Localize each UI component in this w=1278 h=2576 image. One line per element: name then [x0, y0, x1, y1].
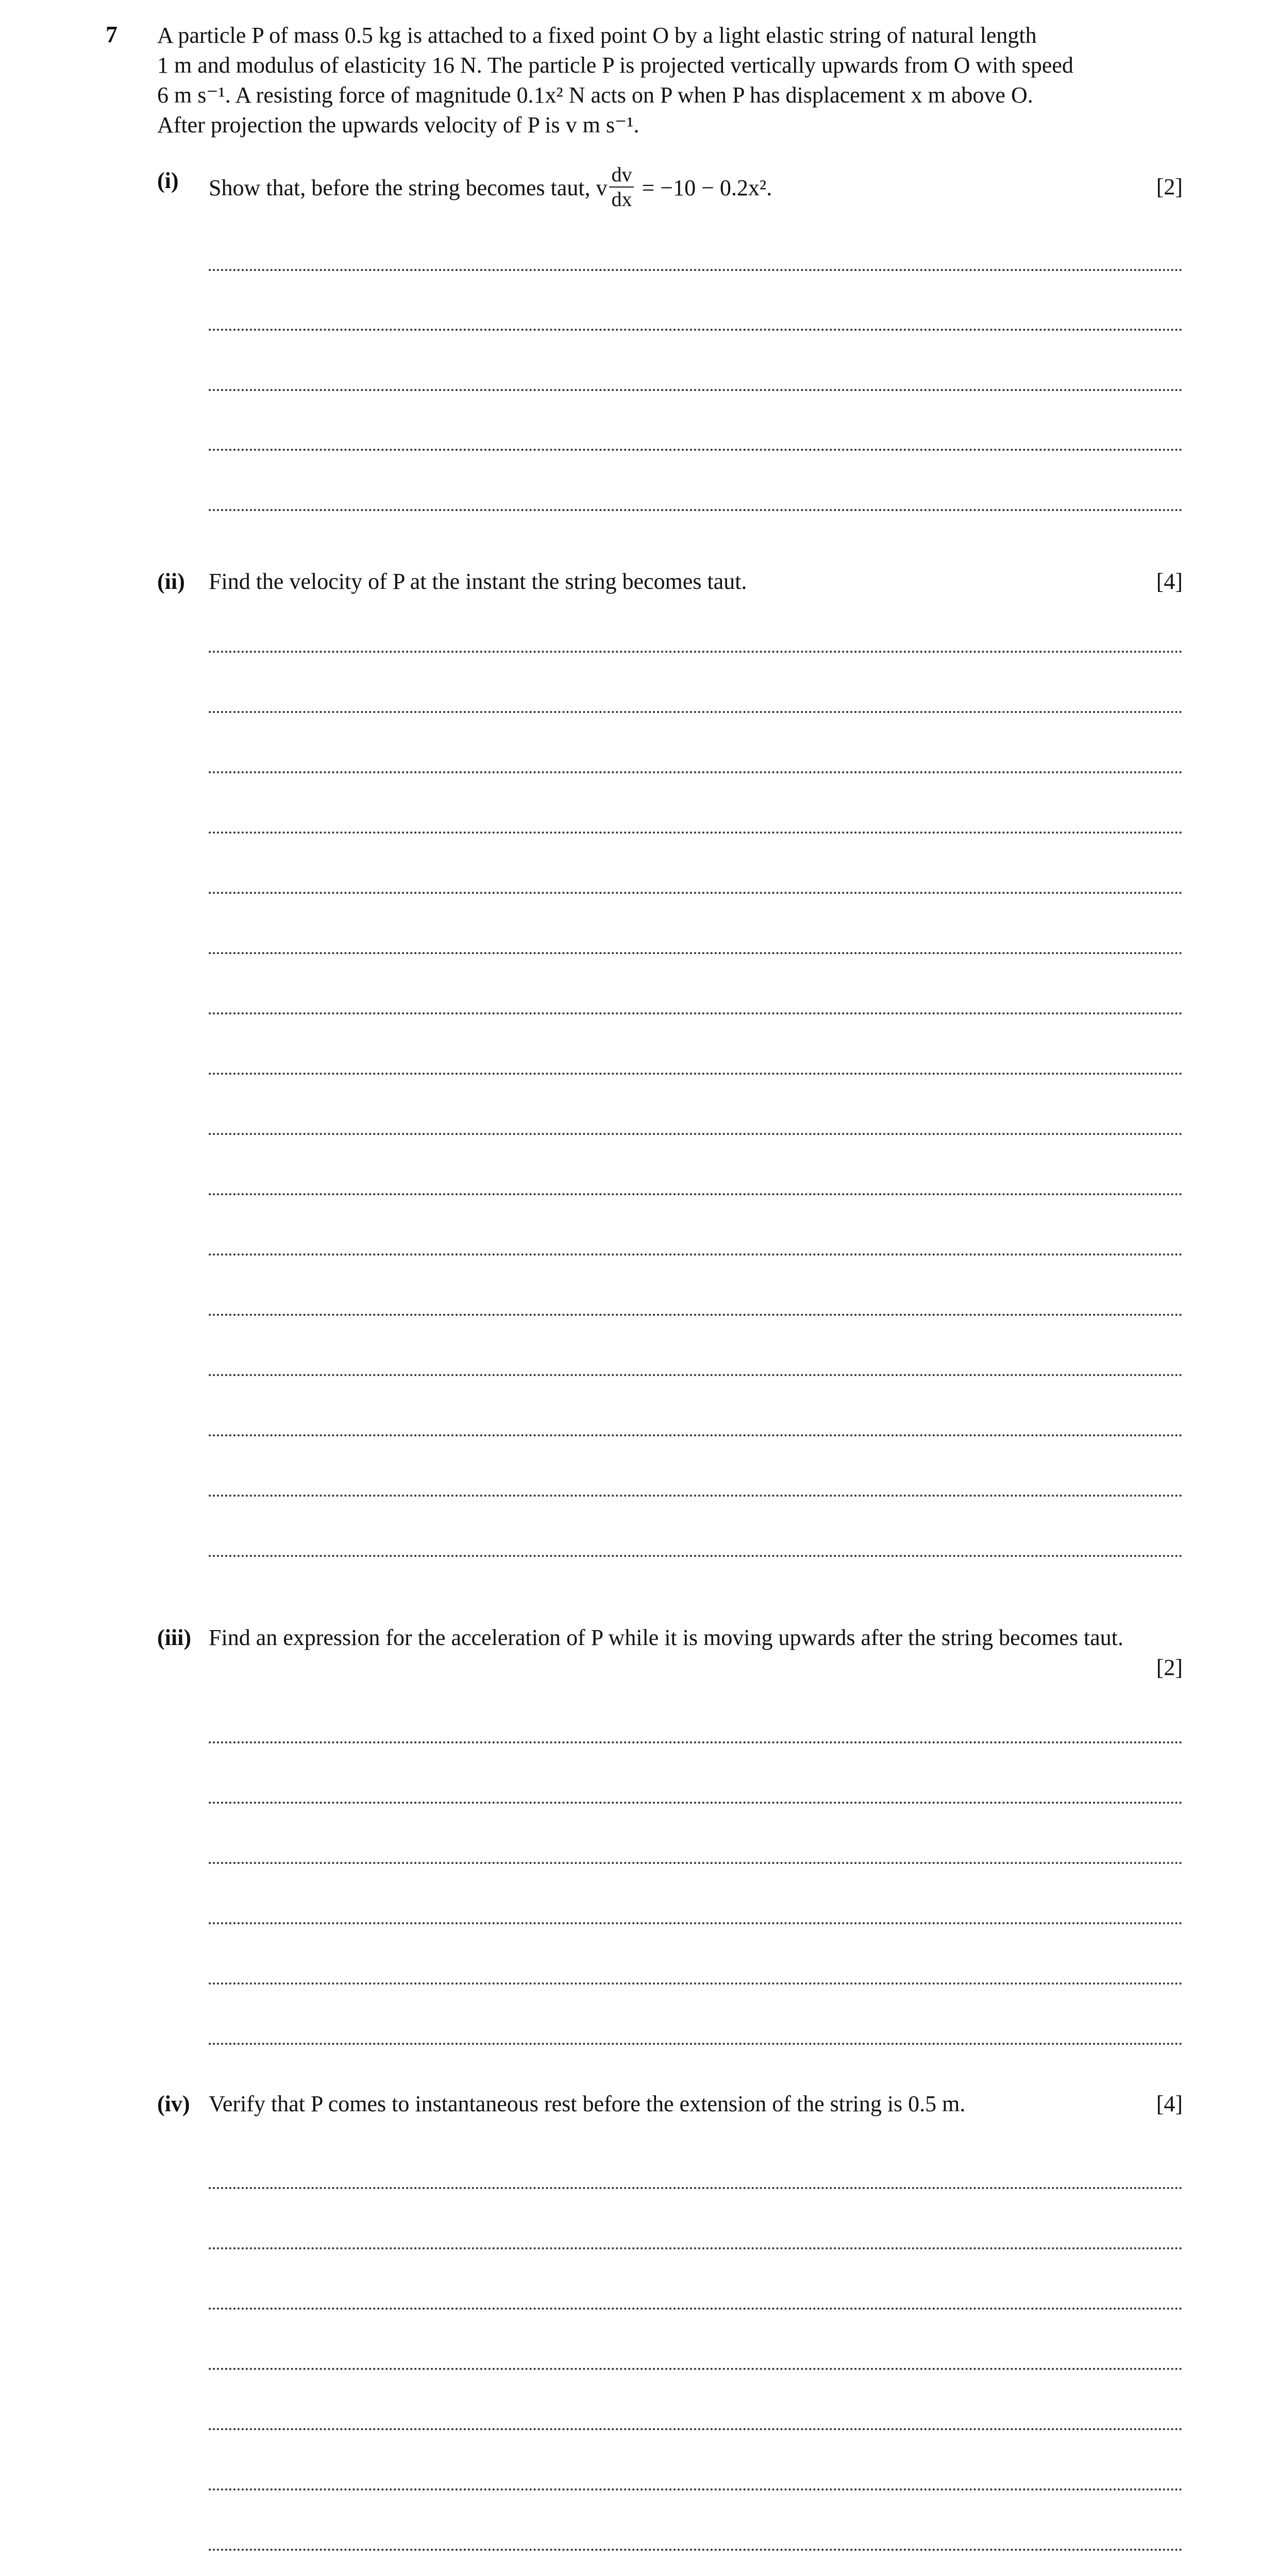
stem-line: A particle P of mass 0.5 kg is attached to a fixed point O by a light elastic string of natural length [157, 23, 1037, 48]
answer-line[interactable] [209, 952, 1183, 954]
answer-line[interactable] [209, 329, 1183, 331]
stem-line: 1 m and modulus of elasticity 16 N. The particle P is projected vertically upwards from O with speed [157, 53, 1073, 78]
part-text-after: = −10 − 0.2x². [636, 175, 772, 201]
answer-line[interactable] [209, 1802, 1183, 1804]
marks-label: [4] [1156, 569, 1183, 594]
answer-line[interactable] [209, 449, 1183, 451]
answer-line[interactable] [209, 1862, 1183, 1864]
stem-line: 6 m s⁻¹. A resisting force of magnitude 0.1x² N acts on P when P has displacement x m above O. [157, 82, 1033, 108]
answer-line[interactable] [209, 1555, 1183, 1557]
answer-line[interactable] [209, 2428, 1183, 2430]
question-stem [157, 21, 1183, 140]
answer-line[interactable] [209, 2368, 1183, 2370]
part-text-before: Show that, before the string becomes taut, v [209, 175, 608, 201]
answer-line[interactable] [209, 1434, 1183, 1436]
part-ii [157, 567, 1183, 598]
answer-line[interactable] [209, 269, 1183, 271]
answer-line[interactable] [209, 2308, 1183, 2310]
part-text: Find the velocity of P at the instant the string becomes taut. [209, 569, 747, 594]
answer-line[interactable] [209, 1073, 1183, 1075]
answer-line[interactable] [209, 1495, 1183, 1497]
derivative-fraction [609, 163, 634, 211]
answer-line[interactable] [209, 711, 1183, 713]
answer-line[interactable] [209, 389, 1183, 391]
answer-line[interactable] [209, 2187, 1183, 2189]
part-text [209, 163, 1183, 214]
answer-line[interactable] [209, 1982, 1183, 1985]
answer-line[interactable] [209, 1193, 1183, 1195]
question-number: 7 [106, 21, 117, 47]
answer-line[interactable] [209, 892, 1183, 894]
answer-line[interactable] [209, 832, 1183, 834]
part-label: (i) [157, 168, 179, 193]
answer-line[interactable] [209, 1133, 1183, 1135]
answer-line[interactable] [209, 2043, 1183, 2045]
answer-line[interactable] [209, 1314, 1183, 1316]
answer-line[interactable] [209, 2549, 1183, 2551]
part-label: (iii) [157, 1625, 191, 1650]
marks-label: [2] [1156, 1655, 1183, 1680]
marks-label: [4] [1156, 2091, 1183, 2116]
part-iv [157, 2089, 1183, 2120]
answer-line[interactable] [209, 1253, 1183, 1256]
stem-line: After projection the upwards velocity of P is v m s⁻¹. [157, 112, 640, 138]
answer-line[interactable] [209, 1374, 1183, 1376]
answer-line[interactable] [209, 2488, 1183, 2490]
answer-line[interactable] [209, 1922, 1183, 1924]
part-label: (iv) [157, 2091, 190, 2116]
part-i [157, 163, 1183, 211]
answer-line[interactable] [209, 509, 1183, 511]
answer-line[interactable] [209, 771, 1183, 773]
part-text: Verify that P comes to instantaneous rest before the extension of the string is 0.5 m. [209, 2091, 966, 2116]
answer-line[interactable] [209, 2247, 1183, 2249]
fraction-denominator: dx [611, 188, 632, 211]
answer-line[interactable] [209, 1012, 1183, 1014]
fraction-numerator: dv [609, 163, 634, 188]
marks-label: [2] [1156, 174, 1183, 199]
answer-line[interactable] [209, 1741, 1183, 1743]
answer-line[interactable] [209, 651, 1183, 653]
part-text: Find an expression for the acceleration of P while it is moving upwards after the string becomes taut. [209, 1625, 1124, 1650]
part-label: (ii) [157, 569, 185, 594]
part-iii [157, 1623, 1183, 1685]
